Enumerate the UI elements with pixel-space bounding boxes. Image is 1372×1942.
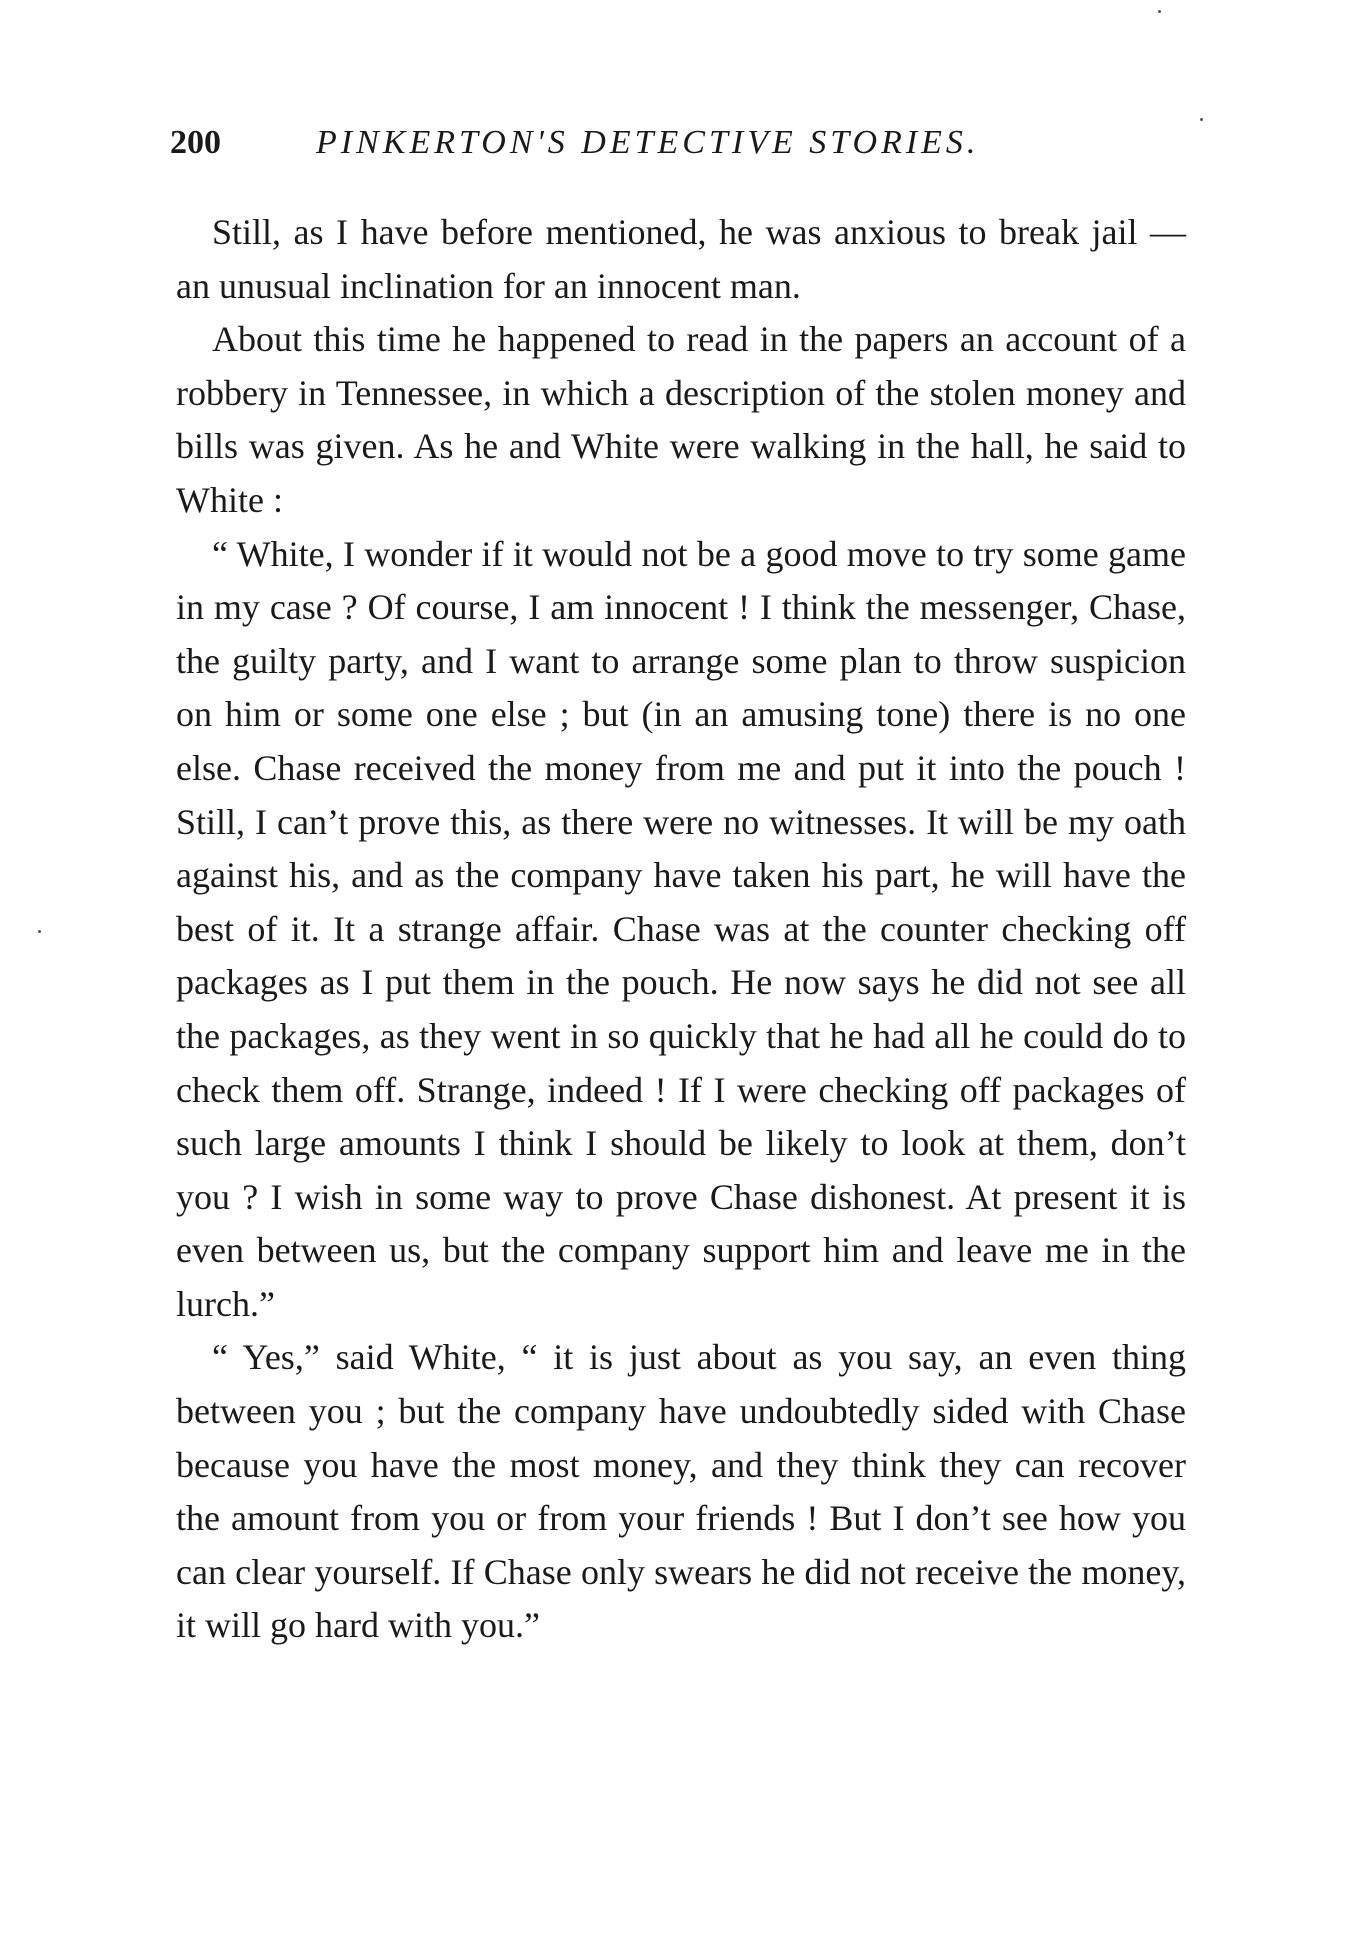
page-number: 200 xyxy=(170,124,221,161)
page-header xyxy=(170,124,1270,184)
paragraph: “ White, I wonder if it would not be a good move to try some game in my case ? Of course, I am innocent ! I think the messenger, Chase, the guilty party, and I want to arrange some plan to throw suspicion on him or some one else ; but (in an amusing tone) there is no one else. Chase received the money from me and put it into the pouch ! Still, I can’t prove this, as there were no witnesses. It will be my oath against his, and as the company have taken his part, he will have the best of it. It a strange affair. Chase was at the counter checking off packages as I put them in the pouch. He now says he did not see all the packages, as they went in so quickly that he had all he could do to check them off. Strange, indeed ! If I were checking off packages of such large amounts I think I should be likely to look at them, don’t you ? I wish in some way to prove Chase dishonest. At present it is even between us, but the company support him and leave me in the lurch.” xyxy=(176,533,1186,1324)
paragraph: About this time he happened to read in the papers an account of a robbery in Tennessee, in which a description of the stolen money and bills was given. As he and White were walking in the hall, he said to White : xyxy=(176,319,1186,520)
print-speck xyxy=(1158,10,1161,13)
running-title: PINKERTON'S DETECTIVE STORIES. xyxy=(316,124,980,161)
paragraph: “ Yes,” said White, “ it is just about as you say, an even thing between you ; but the company have undoubtedly sided with Chase because you have the most money, and they think they can recover the amount from you or from your friends ! But I don’t see how you can clear yourself. If Chase only swears he did not receive the money, it will go hard with you.” xyxy=(176,1337,1186,1646)
body-text xyxy=(176,206,1186,1653)
paragraph: Still, as I have before mentioned, he was anxious to break jail — an unusual inclination for an innocent man. xyxy=(176,212,1186,306)
print-speck xyxy=(38,930,41,933)
print-speck xyxy=(1200,118,1203,121)
